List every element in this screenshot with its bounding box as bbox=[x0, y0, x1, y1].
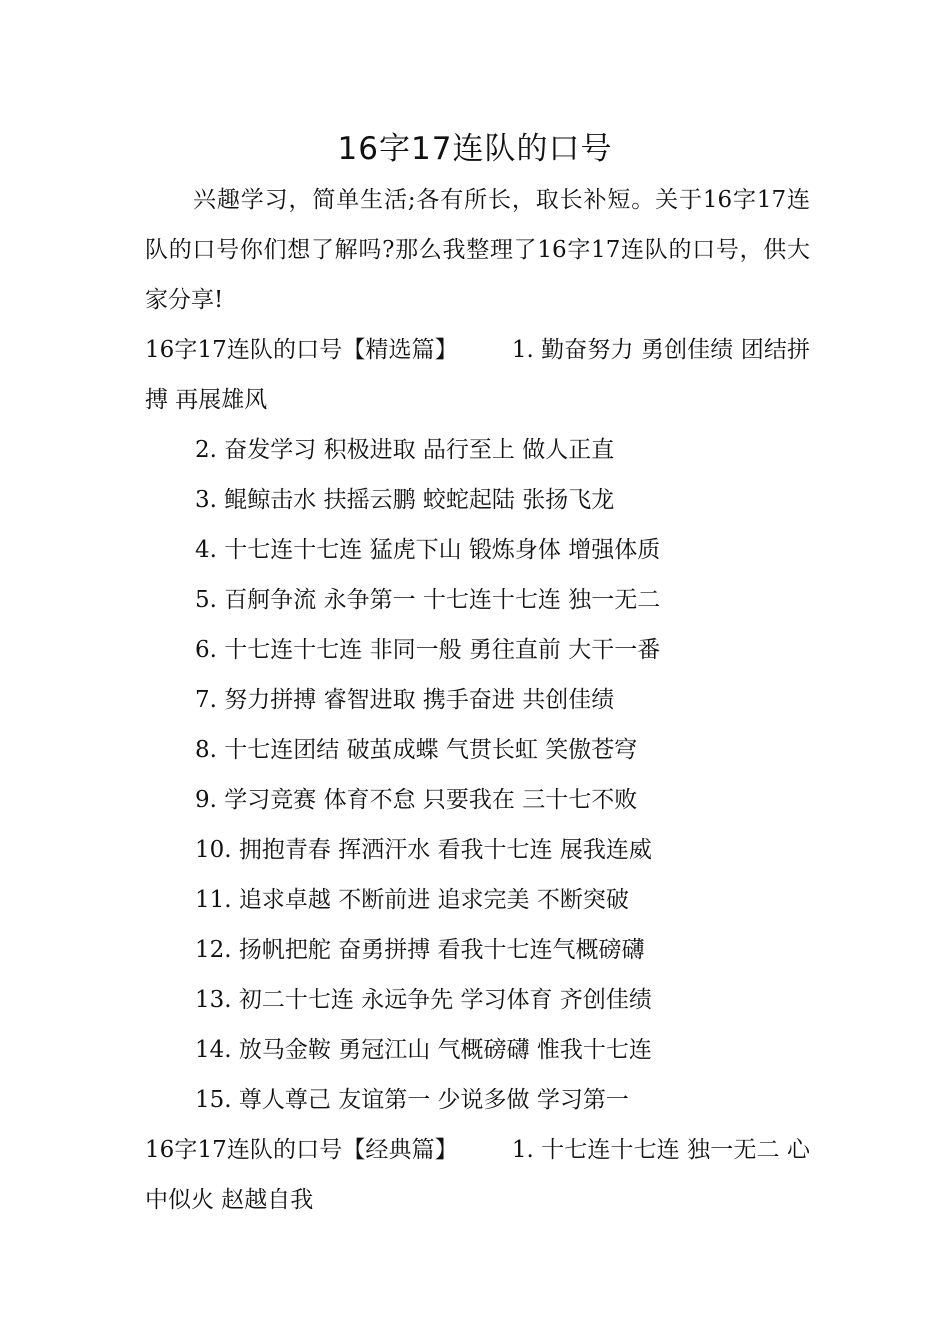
list-item: 8. 十七连团结 破茧成蝶 气贯长虹 笑傲苍穹 bbox=[195, 737, 638, 763]
list-item: 11. 追求卓越 不断前进 追求完美 不断突破 bbox=[195, 887, 629, 913]
section-first-item: 1. 勤奋努力 勇创佳绩 团结拼搏 再展雄风 bbox=[145, 337, 810, 413]
section-heading: 16字17连队的口号【精选篇】 bbox=[145, 337, 458, 363]
list-item: 12. 扬帆把舵 奋勇拼搏 看我十七连气概磅礴 bbox=[195, 937, 645, 963]
document-body bbox=[145, 175, 810, 1225]
list-item: 13. 初二十七连 永远争先 学习体育 齐创佳绩 bbox=[195, 987, 652, 1013]
list-item: 4. 十七连十七连 猛虎下山 锻炼身体 增强体质 bbox=[195, 537, 661, 563]
section-first-item: 1. 十七连十七连 独一无二 心中似火 赵越自我 bbox=[145, 1137, 810, 1213]
list-item: 5. 百舸争流 永争第一 十七连十七连 独一无二 bbox=[195, 587, 661, 613]
section-selected bbox=[145, 325, 810, 425]
list-item: 9. 学习竞赛 体育不怠 只要我在 三十七不败 bbox=[195, 787, 638, 813]
list-item: 2. 奋发学习 积极进取 品行至上 做人正直 bbox=[195, 437, 615, 463]
intro-paragraph: 兴趣学习，简单生活;各有所长，取长补短。关于16字17连队的口号你们想了解吗?那么我整理了16字17连队的口号，供大家分享! bbox=[145, 187, 810, 313]
list-item: 7. 努力拼搏 睿智进取 携手奋进 共创佳绩 bbox=[195, 687, 615, 713]
list-item: 14. 放马金鞍 勇冠江山 气概磅礴 惟我十七连 bbox=[195, 1037, 652, 1063]
document-title: 16字17连队的口号 bbox=[337, 131, 613, 167]
section-classic bbox=[145, 1125, 810, 1225]
list-item: 3. 鲲鲸击水 扶摇云鹏 蛟蛇起陆 张扬飞龙 bbox=[195, 487, 615, 513]
section-heading: 16字17连队的口号【经典篇】 bbox=[145, 1137, 458, 1163]
list-item: 6. 十七连十七连 非同一般 勇往直前 大干一番 bbox=[195, 637, 661, 663]
list-item: 15. 尊人尊己 友谊第一 少说多做 学习第一 bbox=[195, 1087, 629, 1113]
list-item: 10. 拥抱青春 挥洒汗水 看我十七连 展我连威 bbox=[195, 837, 652, 863]
